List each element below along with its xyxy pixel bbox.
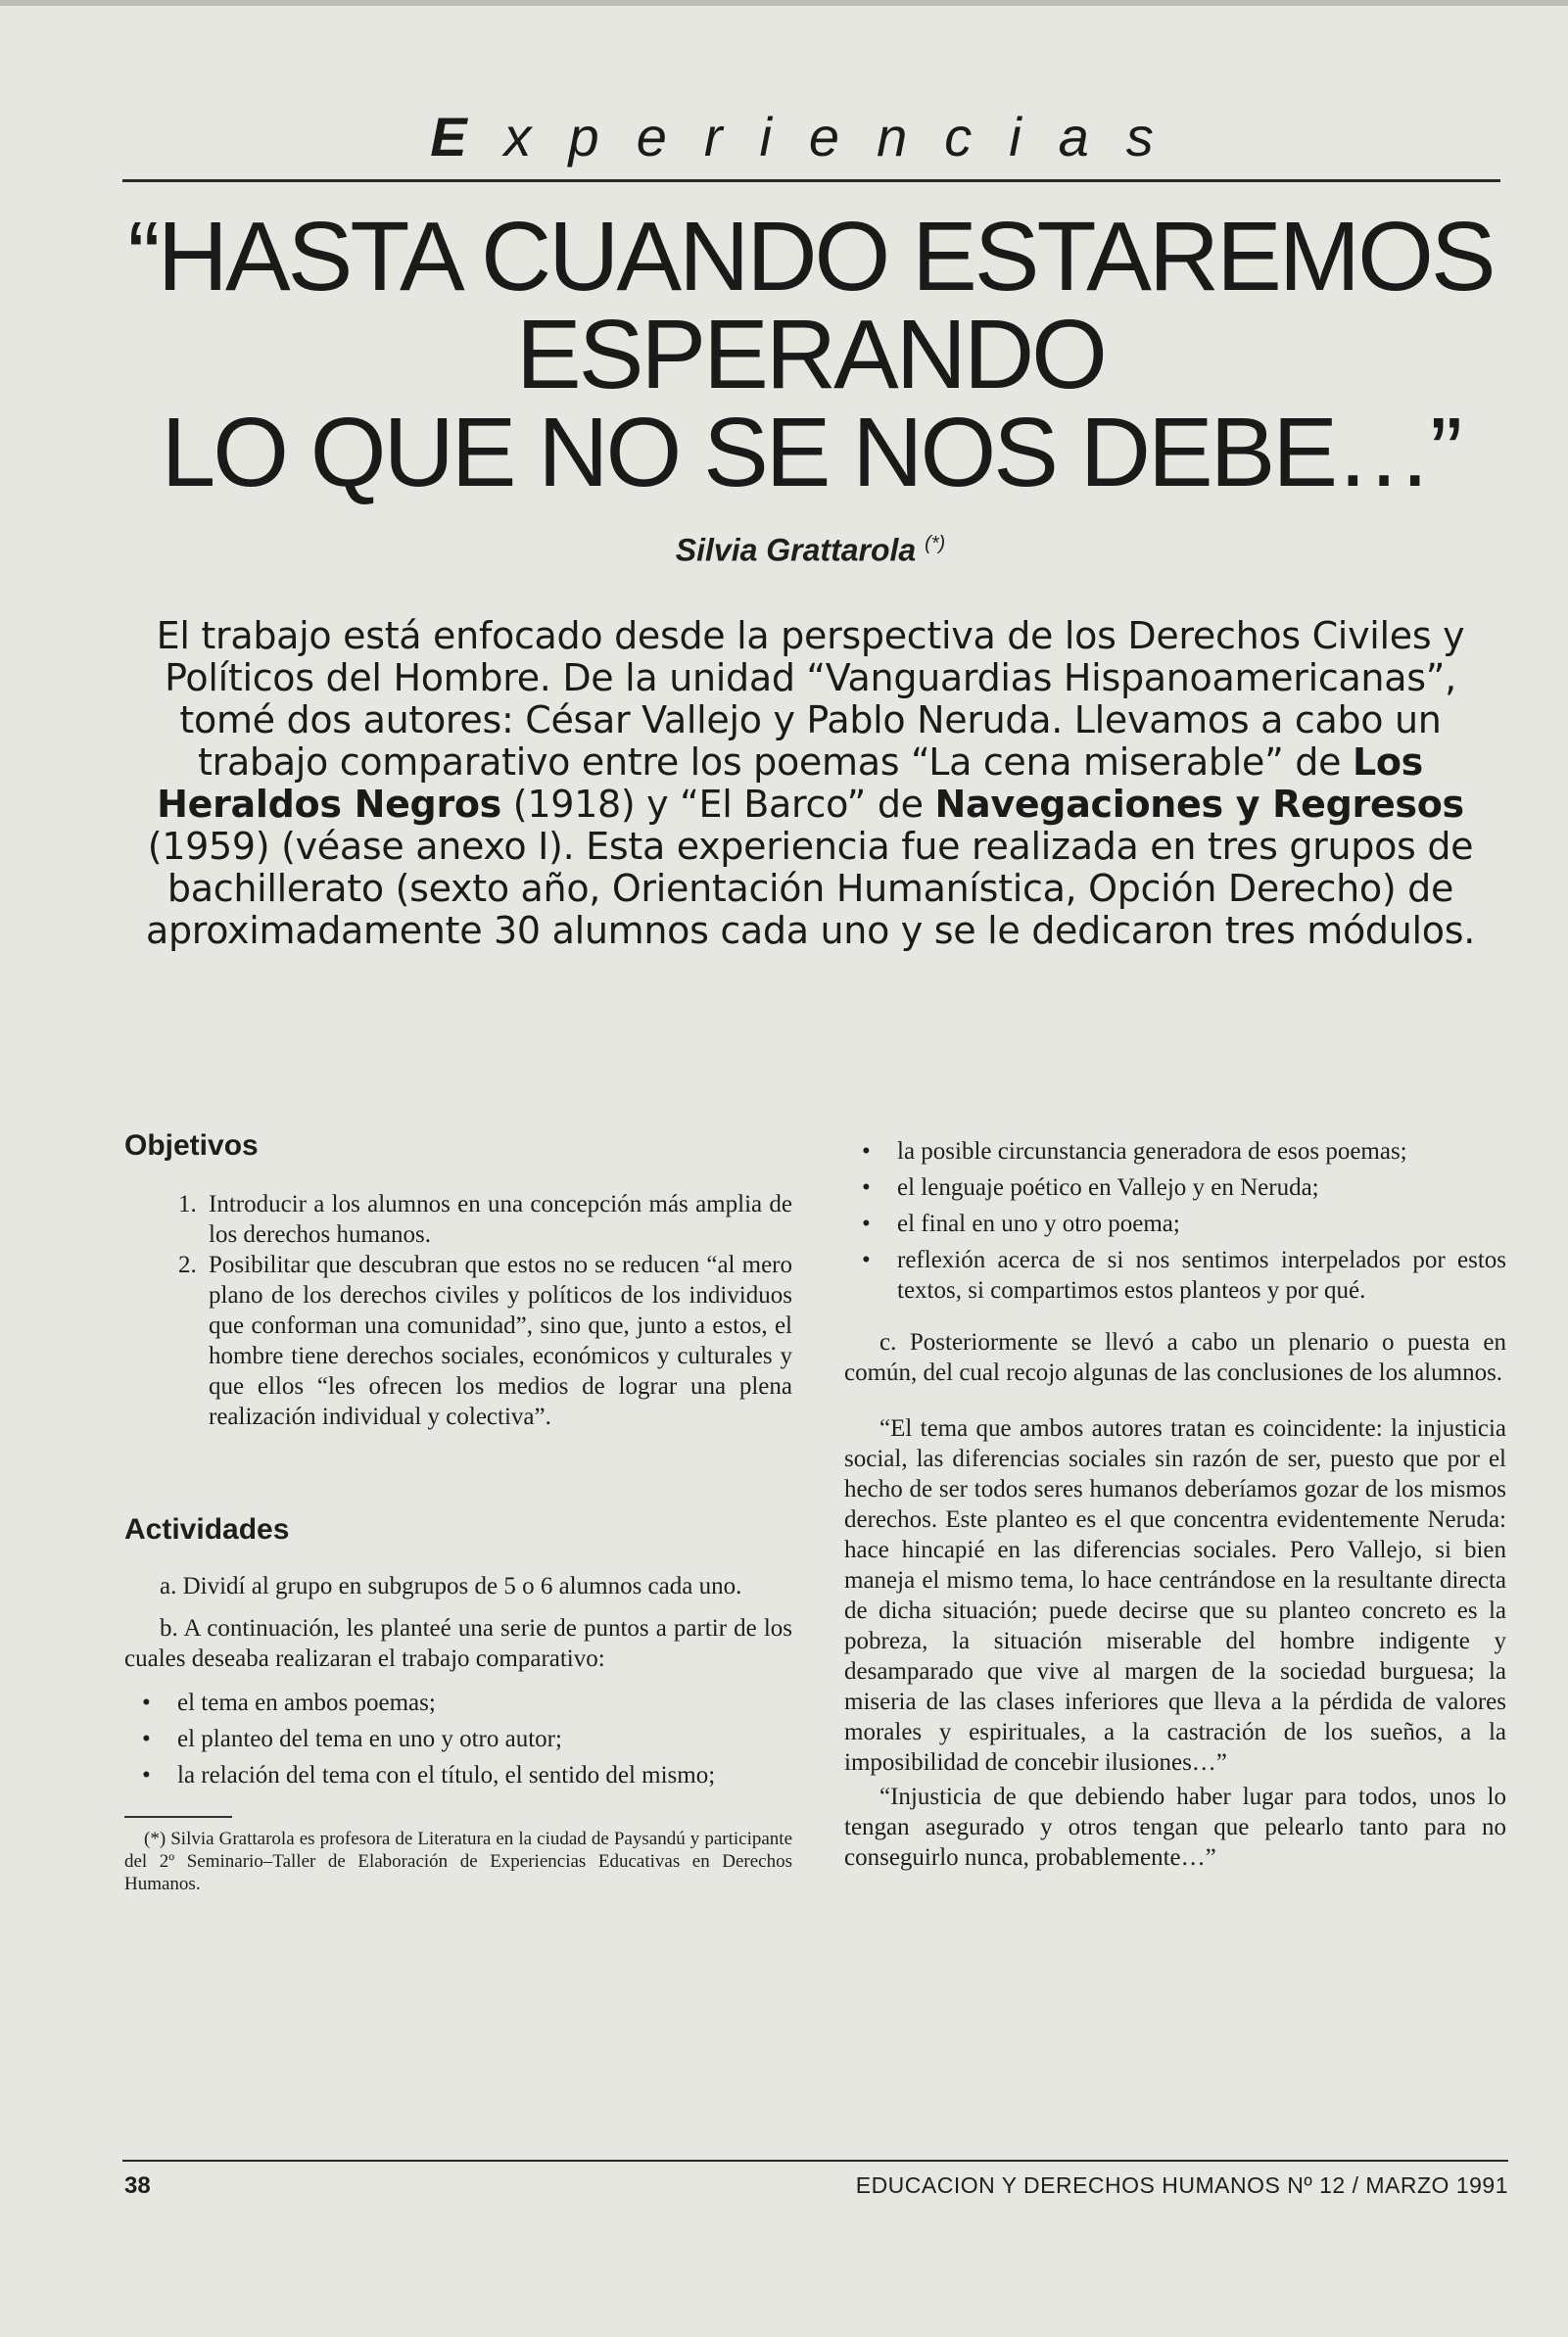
lead-text-2: (1918) y “El Barco” de [501, 783, 935, 826]
title-line-3: LO QUE NO SE NOS DEBE…” [161, 398, 1460, 507]
left-column [124, 1126, 792, 1895]
title-line-2: ESPERANDO [516, 300, 1105, 409]
lead-text-1: El trabajo está enfocado desde la perspectiva de los Derechos Civiles y Políticos del Hombre. De la unidad “Vanguardias Hispanoamericanas”, tomé dos autores: César Vallejo y Pablo Neruda. Llevamos a cabo un trabajo comparativo entre los poemas “La cena miserable” de [156, 614, 1465, 784]
lead-book-2: Navegaciones y Regresos [934, 783, 1464, 826]
footer-rule [122, 2160, 1508, 2162]
actividad-b: b. A continuación, les planteé una serie de puntos a partir de los cuales deseaba realizaran el trabajo comparativo: [124, 1615, 792, 1672]
objetivos-heading: Objetivos [124, 1129, 259, 1162]
page-top-edge [0, 0, 1568, 6]
objetivo-item: 2. Posibilitar que descubran que estos no se reducen “al mero plano de los derechos civiles y políticos de los individuos que conforman una comunidad”, sino que, junto a estos, el hombre tiene derechos sociales, económicos y culturales y que ellos “les ofrecen los medios de lograr una plena realización individual y colectiva”. [203, 1250, 792, 1432]
objetivos-list [124, 1189, 792, 1432]
header-rule [122, 179, 1500, 182]
student-quote-1: “El tema que ambos autores tratan es coincidente: la injusticia social, las diferencias sociales sin razón de ser, puesto que por el hecho de ser todos seres humanos deberíamos gozar de los mismos derechos. Este planteo es el que concentra evidentemente Neruda: hace hincapié en las diferencias sociales. Pero Vallejo, si bien maneja el mismo tema, lo hace centrándose en la resultante directa de dicha situación; puede decirse que su planteo concreto es la pobreza, la situación miserable del hombre indigente y desamparado que vive al margen de la sociedad burguesa; la miseria de las clases inferiores que lleva a la pérdida de valores morales y espirituales, a la castración de los sueños, a la imposibilidad de concebir ilusiones…” [844, 1415, 1506, 1776]
actividad-a: a. Dividí al grupo en subgrupos de 5 o 6 alumnos cada uno. [160, 1573, 742, 1599]
lead-text-3: (1959) (véase anexo I). Esta experiencia fue realizada en tres grupos de bachillerato (sexto año, Orientación Humanística, Opción Derecho) de aproximadamente 30 alumnos cada uno y se le dedicaron tres módulos. [145, 825, 1475, 952]
section-label-rest: xperiencias [503, 106, 1191, 167]
points-list-right [844, 1136, 1506, 1306]
right-column [844, 1136, 1506, 1873]
point-item: • la relación del tema con el título, el sentido del mismo; [164, 1760, 792, 1790]
actividades-heading: Actividades [124, 1513, 290, 1546]
point-item: • el planteo del tema en uno y otro autor; [164, 1724, 792, 1754]
point-item: • el lenguaje poético en Vallejo y en Neruda; [883, 1172, 1506, 1203]
article-title [122, 202, 1498, 507]
actividad-c: c. Posteriormente se llevó a cabo un plenario o puesta en común, del cual recojo algunas de las conclusiones de los alumnos. [844, 1329, 1506, 1386]
author-footnote: (*) Silvia Grattarola es profesora de Literatura en la ciudad de Paysandú y participante del 2º Seminario–Taller de Elaboración de Experiencias Educativas en Derechos Humanos. [124, 1829, 792, 1894]
objetivo-item: 1. Introducir a los alumnos en una concepción más amplia de los derechos humanos. [203, 1189, 792, 1250]
lead-paragraph [137, 615, 1484, 952]
journal-footer: EDUCACION Y DERECHOS HUMANOS Nº 12 / MARZO 1991 [855, 2172, 1508, 2198]
author-footnote-mark: (*) [925, 533, 946, 554]
student-quote-2: “Injusticia de que debiendo haber lugar para todos, unos lo tengan asegurado y otros tengan que pelearlo tanto para no conseguirlo nunca, probablemente…” [844, 1784, 1506, 1871]
section-label-initial: E [430, 106, 504, 167]
point-item: • el final en uno y otro poema; [883, 1209, 1506, 1239]
points-list-left [124, 1688, 792, 1790]
footnote-rule [124, 1816, 232, 1818]
page-number: 38 [124, 2172, 151, 2199]
title-line-1: “HASTA CUANDO ESTAREMOS [127, 202, 1494, 311]
author-name: Silvia Grattarola [675, 532, 917, 568]
point-item: • reflexión acerca de si nos sentimos interpelados por estos textos, si compartimos estos planteos y por qué. [883, 1245, 1506, 1306]
lead-book-1: Los Heraldos Negros [157, 740, 1423, 826]
point-item: • el tema en ambos poemas; [164, 1688, 792, 1718]
point-item: • la posible circunstancia generadora de esos poemas; [883, 1136, 1506, 1167]
section-label [122, 98, 1498, 176]
author-byline [122, 524, 1498, 570]
